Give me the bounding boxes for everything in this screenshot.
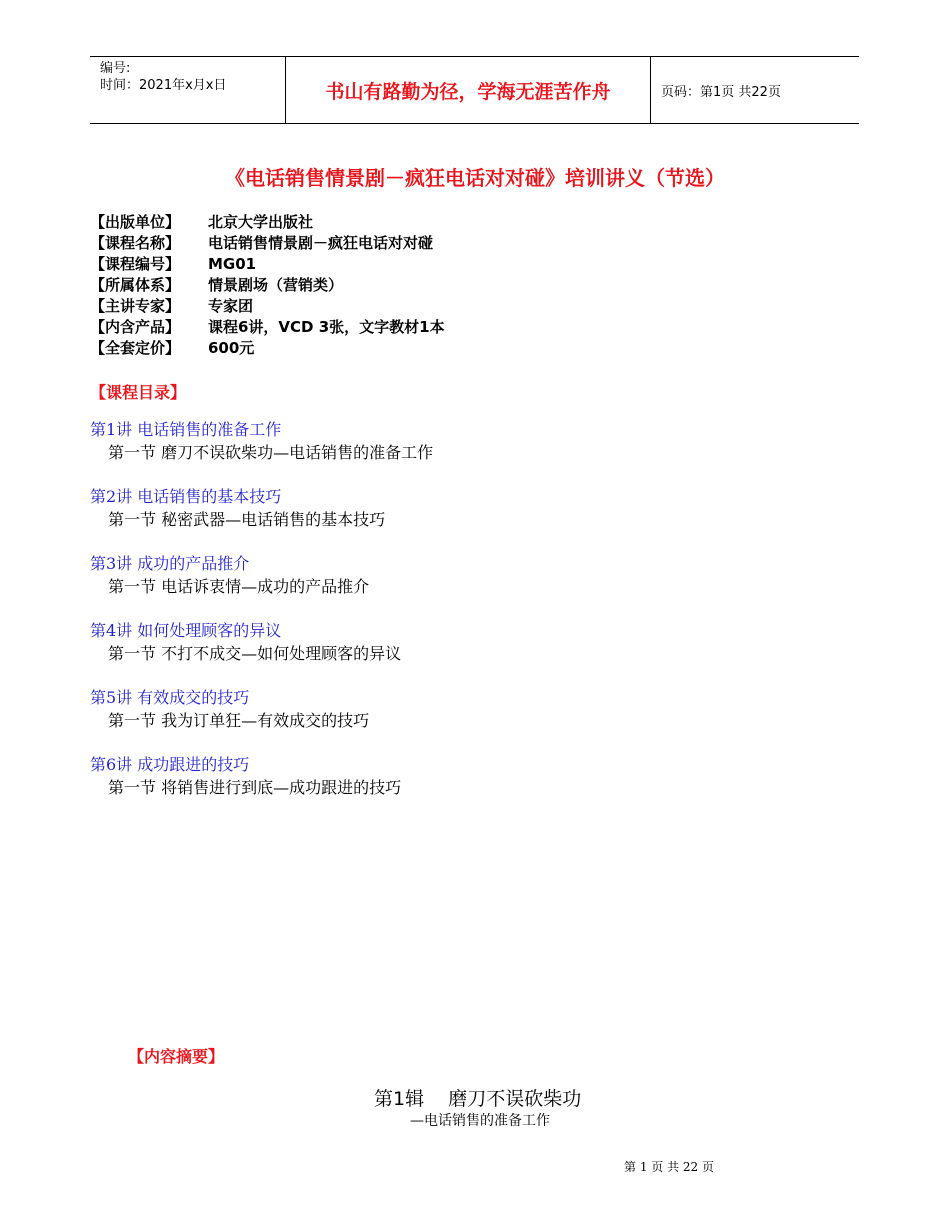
info-row bbox=[90, 338, 445, 359]
section-title: 第一节 磨刀不误砍柴功—电话销售的准备工作 bbox=[108, 443, 434, 462]
info-value: 北京大学出版社 bbox=[208, 213, 314, 231]
section-title: 第一节 电话诉衷情—成功的产品推介 bbox=[108, 577, 370, 596]
info-row bbox=[90, 233, 445, 254]
info-row bbox=[90, 296, 445, 317]
document-header bbox=[90, 56, 859, 124]
info-key: 【出版单位】 bbox=[90, 213, 181, 231]
section-title: 第一节 不打不成交—如何处理顾客的异议 bbox=[108, 644, 402, 663]
info-value: 专家团 bbox=[208, 297, 254, 315]
info-value: MG01 bbox=[208, 255, 257, 273]
episode-title: 第1辑 磨刀不误砍柴功 bbox=[374, 1088, 582, 1110]
info-key: 【内含产品】 bbox=[90, 318, 181, 336]
info-value: 课程6讲，VCD 3张，文字教材1本 bbox=[208, 318, 445, 336]
episode-subtitle: —电话销售的准备工作 bbox=[410, 1113, 550, 1129]
toc-item bbox=[90, 753, 433, 820]
info-key: 【课程编号】 bbox=[90, 255, 181, 273]
toc-item bbox=[90, 485, 433, 552]
info-row bbox=[90, 212, 445, 233]
document-title: 《电话销售情景剧－疯狂电话对对碰》培训讲义（节选） bbox=[225, 166, 725, 190]
info-key: 【主讲专家】 bbox=[90, 297, 181, 315]
info-value: 电话销售情景剧－疯狂电话对对碰 bbox=[208, 234, 434, 252]
time-label: 时间：2021年x月x日 bbox=[100, 78, 227, 93]
section-title: 第一节 我为订单狂—有效成交的技巧 bbox=[108, 711, 370, 730]
summary-heading: 【内容摘要】 bbox=[128, 1047, 225, 1066]
info-value: 情景剧场（营销类） bbox=[208, 276, 344, 294]
section-title: 第一节 秘密武器—电话销售的基本技巧 bbox=[108, 510, 386, 529]
lecture-link[interactable]: 第2讲 电话销售的基本技巧 bbox=[90, 487, 282, 506]
info-key: 【全套定价】 bbox=[90, 339, 181, 357]
toc-item bbox=[90, 552, 433, 619]
lecture-link[interactable]: 第4讲 如何处理顾客的异议 bbox=[90, 621, 282, 640]
header-page-number: 页码：第1页 共22页 bbox=[661, 84, 781, 100]
page-footer: 第 1 页 共 22 页 bbox=[624, 1160, 714, 1174]
toc-heading: 【课程目录】 bbox=[90, 383, 187, 402]
header-meta bbox=[90, 57, 286, 123]
toc-item bbox=[90, 418, 433, 485]
header-motto: 书山有路勤为径，学海无涯苦作舟 bbox=[286, 57, 651, 123]
info-key: 【所属体系】 bbox=[90, 276, 181, 294]
lecture-link[interactable]: 第6讲 成功跟进的技巧 bbox=[90, 755, 250, 774]
table-of-contents bbox=[90, 418, 433, 820]
lecture-link[interactable]: 第1讲 电话销售的准备工作 bbox=[90, 420, 282, 439]
info-row bbox=[90, 254, 445, 275]
toc-item bbox=[90, 686, 433, 753]
info-value: 600元 bbox=[208, 339, 255, 357]
toc-item bbox=[90, 619, 433, 686]
info-row bbox=[90, 317, 445, 338]
info-row bbox=[90, 275, 445, 296]
lecture-link[interactable]: 第3讲 成功的产品推介 bbox=[90, 554, 250, 573]
serial-label: 编号: bbox=[100, 61, 131, 76]
section-title: 第一节 将销售进行到底—成功跟进的技巧 bbox=[108, 778, 402, 797]
course-info bbox=[90, 212, 445, 359]
lecture-link[interactable]: 第5讲 有效成交的技巧 bbox=[90, 688, 250, 707]
info-key: 【课程名称】 bbox=[90, 234, 181, 252]
